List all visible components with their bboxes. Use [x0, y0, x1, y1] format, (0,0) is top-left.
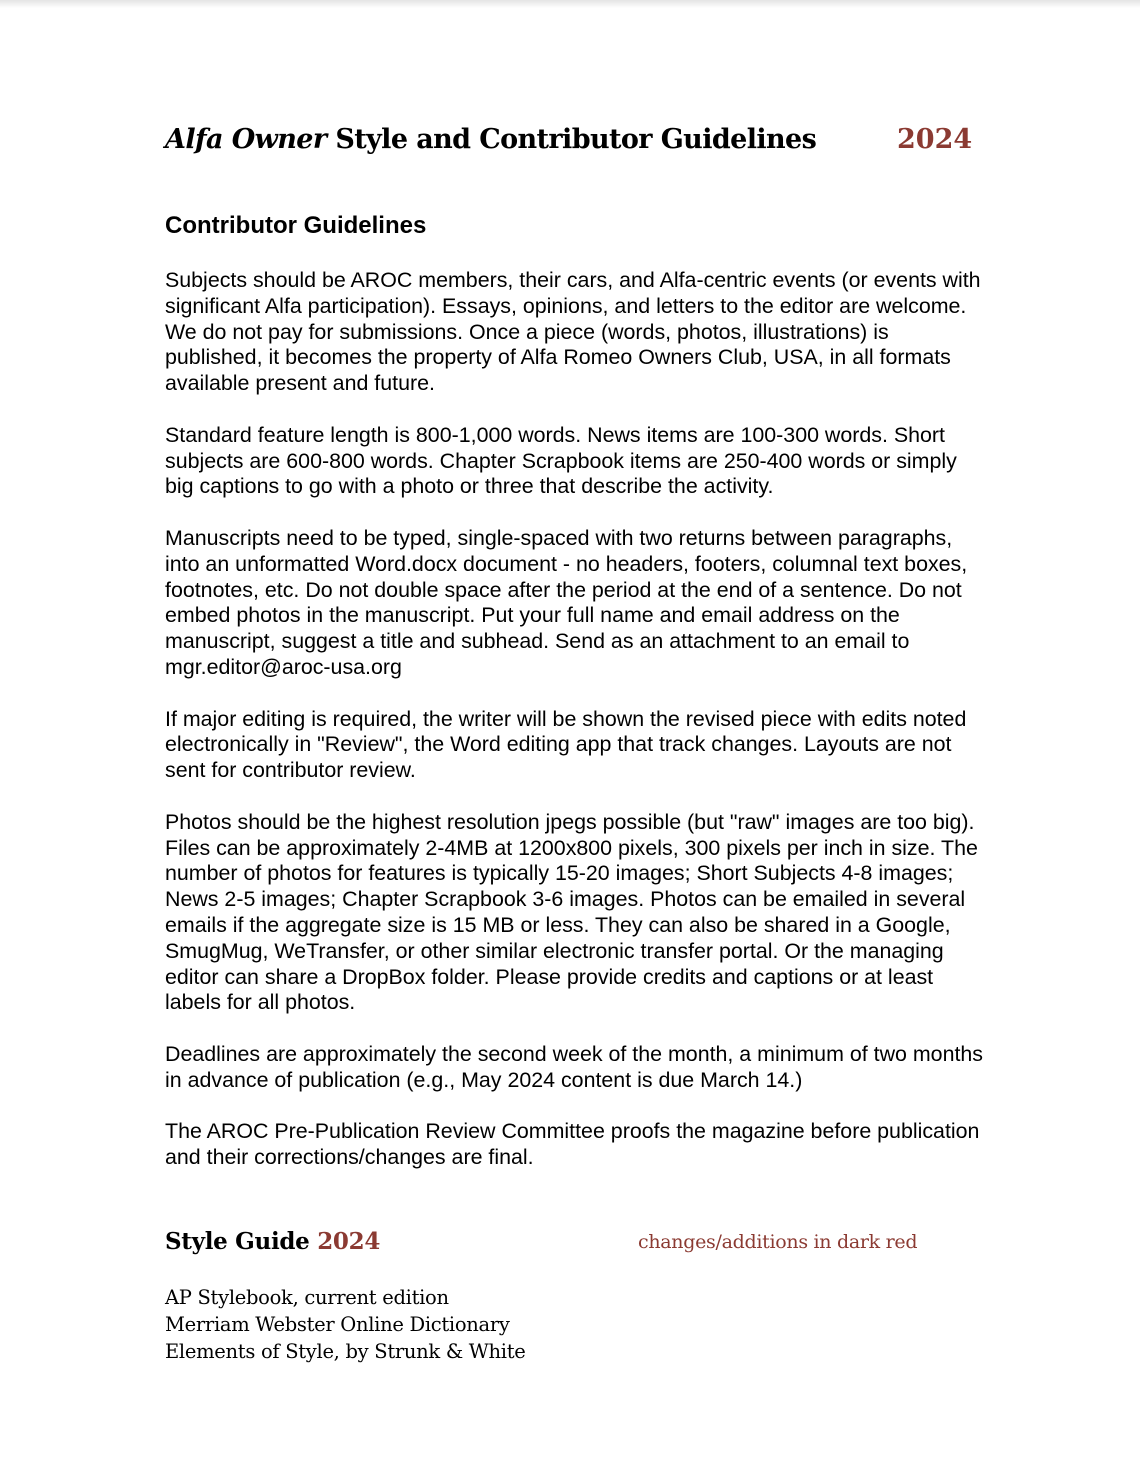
style-guide-year: 2024: [317, 1228, 381, 1255]
title-row: [165, 124, 973, 164]
contributor-guidelines-heading: Contributor Guidelines: [165, 212, 427, 239]
paragraph-deadlines: Deadlines are approximately the second week of the month, a minimum of two months in advance of publication (e.g., May 2024 content is due March 14.): [165, 1041, 984, 1092]
page-top-shadow: [0, 0, 1140, 8]
paragraph-review-committee: The AROC Pre-Publication Review Committee proofs the magazine before publication and their corrections/changes are final.: [165, 1119, 980, 1170]
paragraph-manuscripts: Manuscripts need to be typed, single-spaced with two returns between paragraphs, into an unformatted Word.docx document - no headers, footers, columnal text boxes, footnotes, etc. Do not double space after the period at the end of a sentence. Do not embed photos in the manuscript. Put your full name and email address on the manuscript, suggest a title and subhead. Send as an attachment to an email to mgr.editor@aroc-usa.org: [165, 525, 968, 679]
reference-item: AP Stylebook, current edition: [165, 1286, 449, 1309]
paragraph-length: Standard feature length is 800-1,000 words. News items are 100-300 words. Short subjects are 600-800 words. Chapter Scrapbook items are 250-400 words or simply big captions to go with a photo or three that describe the activity.: [165, 422, 957, 499]
magazine-name: Alfa Owner: [165, 124, 327, 155]
style-references-list: [165, 1284, 526, 1365]
style-guide-heading: [165, 1228, 380, 1255]
paragraph-editing: If major editing is required, the writer will be shown the revised piece with edits noted electronically in "Review", the Word editing app that track changes. Layouts are not sent for contributor review.: [165, 706, 967, 783]
style-guide-row: [165, 1228, 965, 1260]
document-title: [165, 124, 816, 155]
changes-note: changes/additions in dark red: [638, 1231, 918, 1253]
style-guide-heading-text: Style Guide: [165, 1228, 318, 1255]
document-year: 2024: [897, 124, 973, 155]
contributor-guidelines-body: [165, 268, 985, 1197]
reference-item: Merriam Webster Online Dictionary: [165, 1313, 510, 1336]
paragraph-photos: Photos should be the highest resolution jpegs possible (but "raw" images are too big). Files can be approximately 2-4MB at 1200x800 pixels, 300 pixels per inch in size. The number of photos for features is typically 15-20 images; Short Subjects 4-8 images; News 2-5 images; Chapter Scrapbook 3-6 images. Photos can be emailed in several emails if the aggregate size is 15 MB or less. They can also be shared in a Google, SmugMug, WeTransfer, or other similar electronic transfer portal. Or the managing editor can share a DropBox folder. Please provide credits and captions or at least labels for all photos.: [165, 809, 978, 1015]
document-title-rest: Style and Contributor Guidelines: [326, 124, 817, 155]
reference-item: Elements of Style, by Strunk & White: [165, 1340, 526, 1363]
paragraph-subjects: Subjects should be AROC members, their cars, and Alfa-centric events (or events with significant Alfa participation). Essays, opinions, and letters to the editor are welcome. We do not pay for submissions. Once a piece (words, photos, illustrations) is published, it becomes the property of Alfa Romeo Owners Club, USA, in all formats available present and future.: [165, 268, 981, 396]
